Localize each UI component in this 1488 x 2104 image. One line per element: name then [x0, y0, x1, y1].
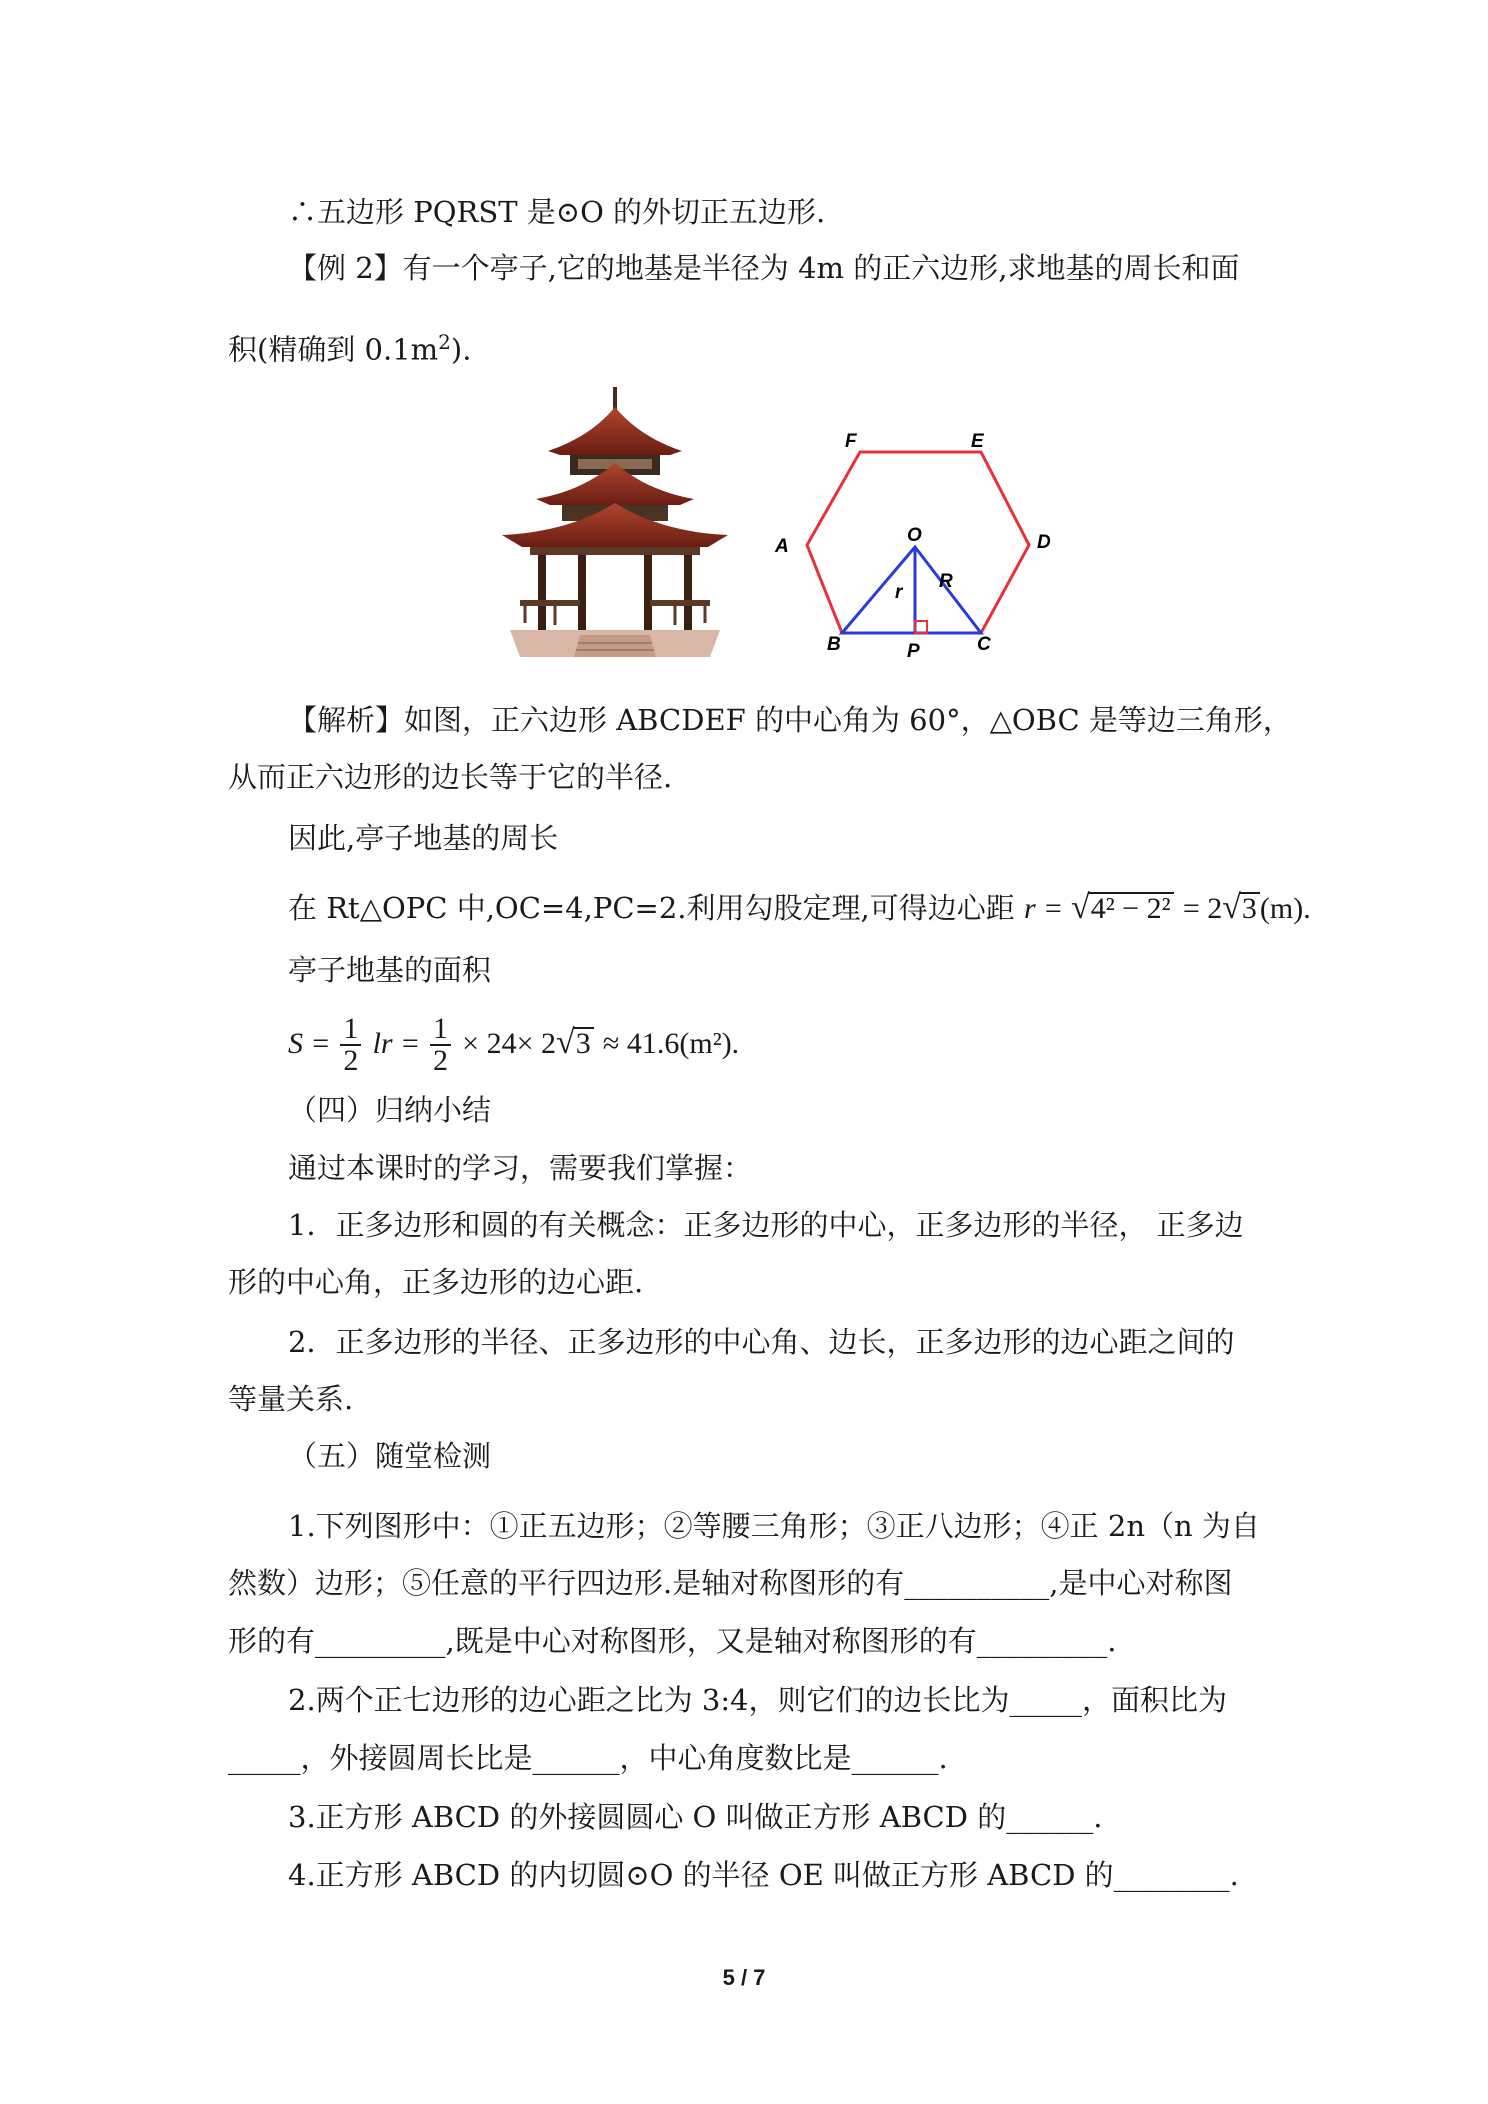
- label-p: P: [907, 641, 920, 662]
- quiz-2-line-2: _____，外接圆周长比是______，中心角度数比是______.: [228, 1741, 948, 1775]
- example-2-line-1: 【例 2】有一个亭子,它的地基是半径为 4m 的正六边形,求地基的周长和面: [288, 251, 1240, 285]
- summary-item-2-line-2: 等量关系.: [228, 1382, 354, 1416]
- quiz-1-line-1: 1.下列图形中：①正五边形；②等腰三角形；③正八边形；④正 2n（n 为自: [288, 1509, 1260, 1543]
- label-d: D: [1037, 532, 1051, 553]
- section-5-heading: （五）随堂检测: [288, 1439, 492, 1473]
- label-r-apothem: r: [895, 582, 903, 603]
- analysis-line-1: 【解析】如图，正六边形 ABCDEF 的中心角为 60°，△OBC 是等边三角形，: [288, 703, 1292, 737]
- example-2-line-2: 积(精确到 $0.1m^2$).: [228, 330, 472, 367]
- triangle-obc: [842, 547, 981, 633]
- label-e: E: [971, 431, 984, 452]
- quiz-2-line-1: 2.两个正七边形的边心距之比为 3:4，则它们的边长比为_____，面积比为: [288, 1683, 1228, 1717]
- section-4-heading: （四）归纳小结: [288, 1093, 492, 1127]
- quiz-4: 4.正方形 ABCD 的内切圆⊙O 的半径 OE 叫做正方形 ABCD 的________.: [288, 1858, 1239, 1892]
- label-f: F: [845, 431, 857, 452]
- label-o: O: [907, 525, 922, 546]
- quiz-1-line-3: 形的有_________,既是中心对称图形，又是轴对称图形的有_________.: [228, 1624, 1117, 1658]
- summary-item-1-line-2: 形的中心角，正多边形的边心距.: [228, 1265, 644, 1299]
- hexagon-diagram: [765, 425, 1055, 665]
- page-number: 5 / 7: [722, 1965, 766, 1990]
- summary-item-2-line-1: 2．正多边形的半径、正多边形的中心角、边长，正多边形的边心距之间的: [288, 1325, 1235, 1359]
- text-line-1: ∴五边形 PQRST 是⊙O 的外切正五边形.: [288, 195, 826, 229]
- analysis-line-5: 亭子地基的面积: [288, 953, 492, 987]
- label-r-radius: R: [939, 571, 953, 592]
- label-c: C: [977, 634, 991, 655]
- analysis-line-4: 在 Rt△OPC 中,OC=4,PC=2.利用勾股定理,可得边心距 r = √4² − 2² = 2√3 (m).: [288, 889, 1311, 926]
- analysis-line-3: 因此,亭子地基的周长: [288, 821, 559, 855]
- quiz-1-line-2: 然数）边形；⑤任意的平行四边形.是轴对称图形的有__________,是中心对称图: [228, 1566, 1233, 1600]
- quiz-3: 3.正方形 ABCD 的外接圆圆心 O 叫做正方形 ABCD 的______.: [288, 1800, 1103, 1834]
- analysis-line-2: 从而正六边形的边长等于它的半径.: [228, 760, 673, 794]
- pavilion-image: [500, 385, 730, 665]
- summary-item-1-line-1: 1．正多边形和圆的有关概念：正多边形的中心，正多边形的半径， 正多边: [288, 1208, 1244, 1242]
- label-b: B: [827, 634, 841, 655]
- label-a: A: [775, 536, 789, 557]
- area-formula: S = $\frac{1}{2}$ lr = $\frac{1}{2}$ × 24× 2√3 ≈ 41.6(m²).: [288, 1012, 740, 1077]
- right-angle-mark: [915, 621, 927, 633]
- summary-intro: 通过本课时的学习，需要我们掌握：: [288, 1151, 753, 1185]
